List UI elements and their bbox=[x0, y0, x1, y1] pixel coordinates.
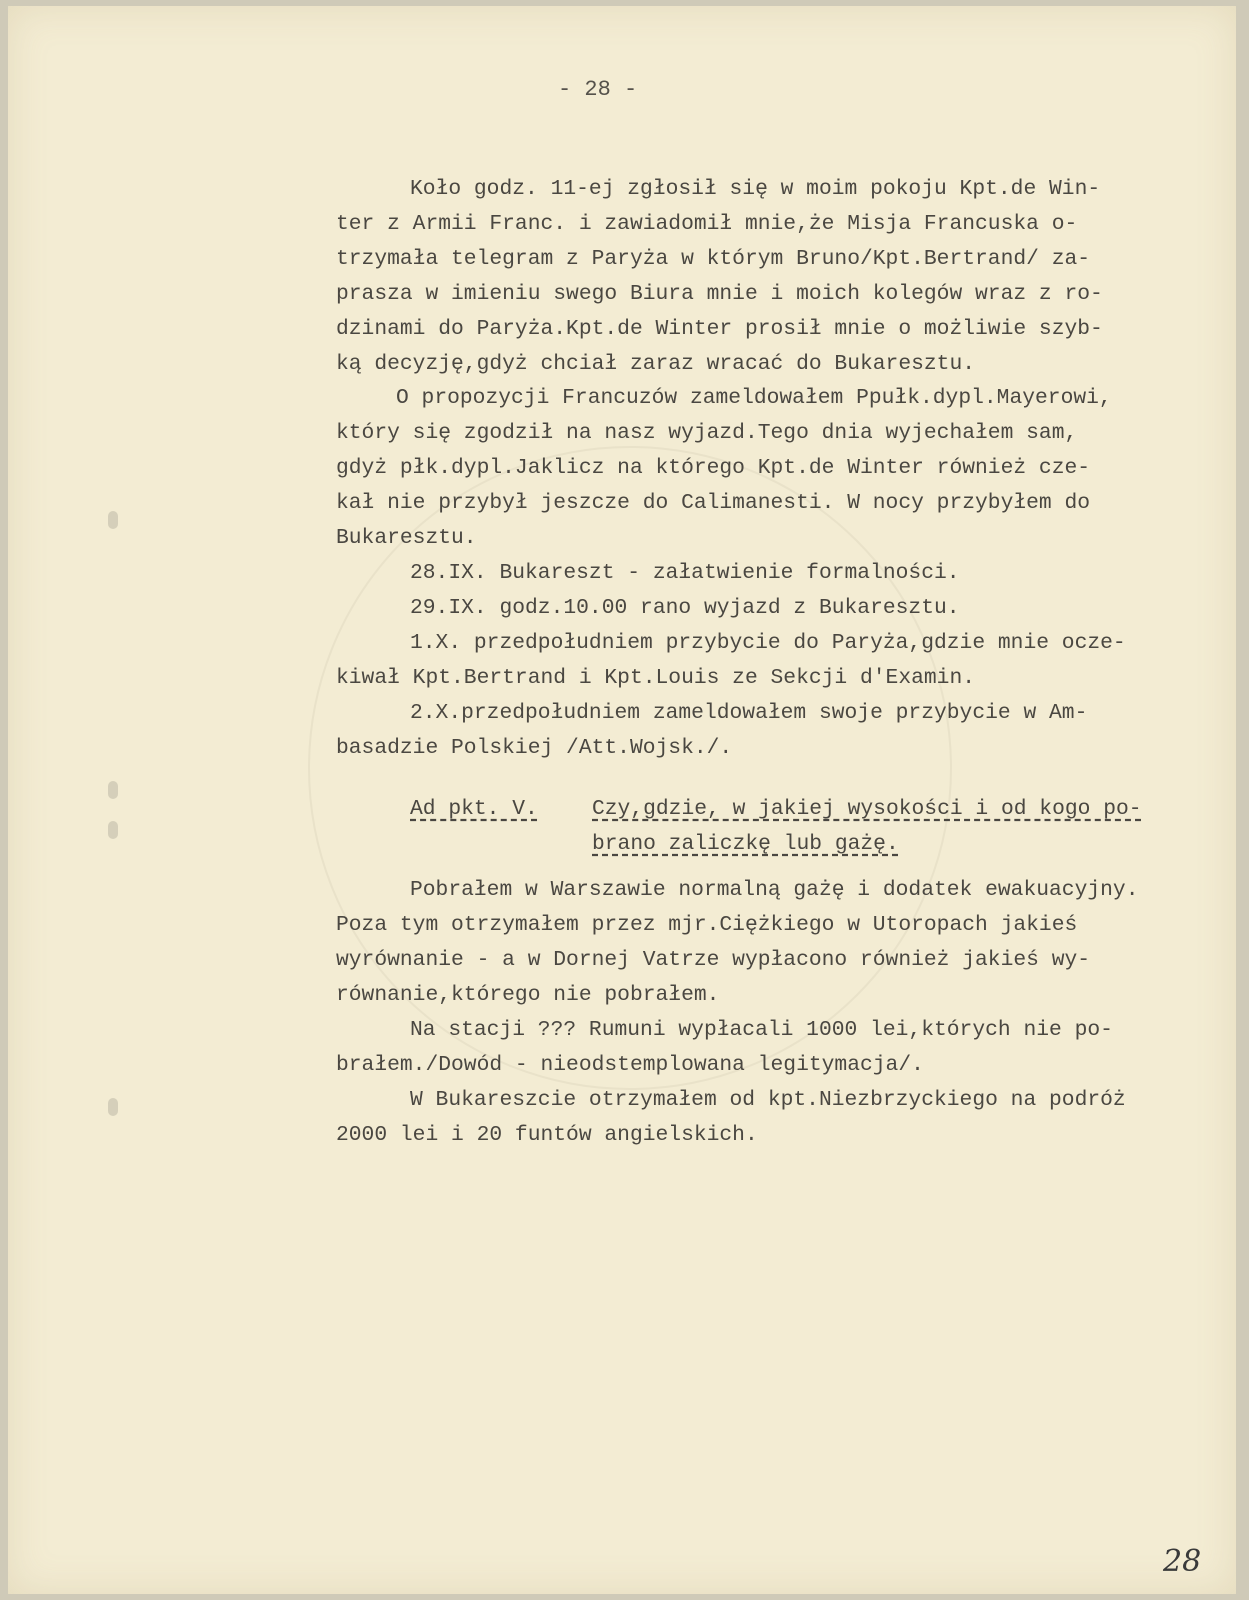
text-line: trzymała telegram z Paryża w którym Bruno/Kpt.Bertrand/ za- bbox=[336, 247, 1091, 271]
text-line: gdyż płk.dypl.Jaklicz na którego Kpt.de Winter również cze- bbox=[336, 456, 1091, 480]
section-heading-label: Ad pkt. V. bbox=[410, 797, 538, 821]
document-page bbox=[8, 6, 1236, 1594]
text-line: który się zgodził na nasz wyjazd.Tego dnia wyjechałem sam, bbox=[336, 421, 1078, 445]
text-line: Poza tym otrzymałem przez mjr.Ciężkiego w Utoropach jakieś bbox=[336, 913, 1078, 937]
punch-hole-mark bbox=[108, 1098, 118, 1116]
punch-hole-mark bbox=[108, 781, 118, 799]
text-line: równanie,którego nie pobrałem. bbox=[336, 983, 720, 1007]
text-line: ter z Armii Franc. i zawiadomił mnie,że Misja Francuska o- bbox=[336, 212, 1078, 236]
section-heading-text: brano zaliczkę lub gażę. bbox=[592, 832, 899, 856]
handwritten-page-number: 28 bbox=[1163, 1544, 1202, 1579]
text-line: 29.IX. godz.10.00 rano wyjazd z Bukaresztu. bbox=[410, 596, 960, 620]
text-line: kał nie przybył jeszcze do Calimanesti. W nocy przybyłem do bbox=[336, 491, 1091, 515]
text-line: Koło godz. 11-ej zgłosił się w moim pokoju Kpt.de Win- bbox=[410, 177, 1101, 201]
text-line: Bukaresztu. bbox=[336, 526, 477, 550]
text-line: wyrównanie - a w Dornej Vatrze wypłacono również jakieś wy- bbox=[336, 948, 1091, 972]
text-line: O propozycji Francuzów zameldowałem Ppułk.dypl.Mayerowi, bbox=[396, 386, 1112, 410]
punch-hole-mark bbox=[108, 821, 118, 839]
text-line: 2.X.przedpołudniem zameldowałem swoje przybycie w Am- bbox=[410, 701, 1088, 725]
text-line: prasza w imieniu swego Biura mnie i moich kolegów wraz z ro- bbox=[336, 282, 1103, 306]
page-number: - 28 - bbox=[558, 77, 638, 102]
text-line: brałem./Dowód - nieodstemplowana legitymacja/. bbox=[336, 1053, 924, 1077]
text-line: dzinami do Paryża.Kpt.de Winter prosił mnie o możliwie szyb- bbox=[336, 317, 1103, 341]
text-line: Na stacji ??? Rumuni wypłacali 1000 lei,których nie po- bbox=[410, 1018, 1113, 1042]
text-line: 2000 lei i 20 funtów angielskich. bbox=[336, 1123, 758, 1147]
punch-hole-mark bbox=[108, 511, 118, 529]
text-line: ką decyzję,gdyż chciał zaraz wracać do Bukaresztu. bbox=[336, 352, 976, 376]
text-line: kiwał Kpt.Bertrand i Kpt.Louis ze Sekcji d'Examin. bbox=[336, 666, 976, 690]
text-line: W Bukareszcie otrzymałem od kpt.Niezbrzyckiego na podróż bbox=[410, 1088, 1126, 1112]
text-line: 1.X. przedpołudniem przybycie do Paryża,gdzie mnie ocze- bbox=[410, 631, 1126, 655]
text-line: basadzie Polskiej /Att.Wojsk./. bbox=[336, 736, 733, 760]
text-line: Pobrałem w Warszawie normalną gażę i dodatek ewakuacyjny. bbox=[410, 878, 1139, 902]
section-heading-text: Czy,gdzie, w jakiej wysokości i od kogo po- bbox=[592, 797, 1142, 821]
text-line: 28.IX. Bukareszt - załatwienie formalności. bbox=[410, 561, 960, 585]
